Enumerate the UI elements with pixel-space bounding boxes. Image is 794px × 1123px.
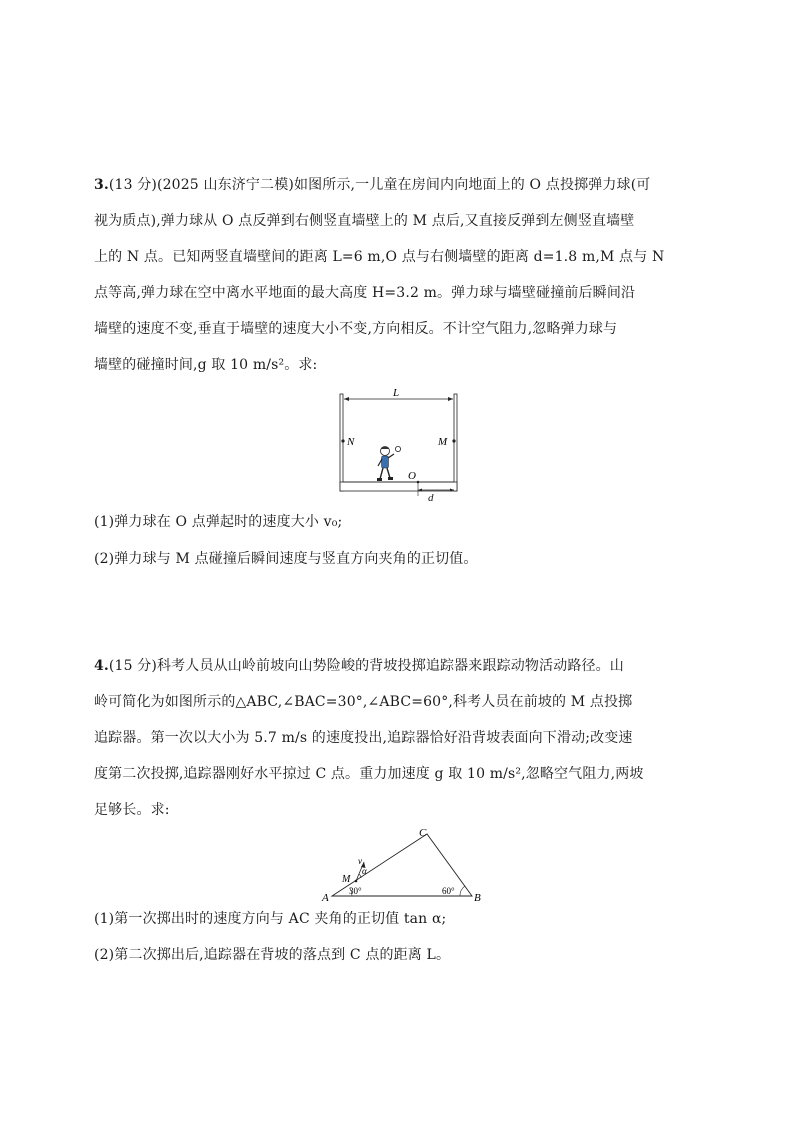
- floor: [340, 482, 457, 491]
- problem-3-line-3: 上的 N 点。已知两竖直墙壁间的距离 L=6 m,O 点与右侧墙壁的距离 d=1.8 m,M 点与 N: [94, 249, 665, 265]
- problem-4-line-5: 足够长。求:: [94, 802, 170, 818]
- dimension-L-arrow-left: [344, 397, 349, 401]
- problem-4-line-2: 岭可简化为如图所示的△ABC,∠BAC=30°,∠ABC=60°,科考人员在前坡的 M 点投掷: [94, 694, 633, 710]
- label-d: d: [428, 492, 434, 504]
- angle-B-arc: [460, 886, 465, 896]
- label-angle-B: 60°: [442, 886, 455, 896]
- ball-icon: [395, 446, 400, 451]
- label-M: M: [342, 874, 351, 885]
- problem-3-line-4: 点等高,弹力球在空中离水平地面的最大高度 H=3.2 m。弹力球与墙壁碰撞前后瞬间沿: [94, 285, 636, 301]
- label-O: O: [408, 470, 416, 482]
- point-N: [341, 439, 344, 442]
- label-C: C: [419, 827, 427, 839]
- label-A: A: [322, 892, 329, 904]
- label-v: v: [358, 856, 362, 866]
- problem-4-number: 4.: [94, 658, 109, 674]
- label-angle-A: 30°: [349, 886, 362, 896]
- problem-4-figure: [320, 826, 490, 904]
- label-alpha: α: [362, 866, 367, 876]
- problem-4-line-4: 度第二次投掷,追踪器刚好水平掠过 C 点。重力加速度 g 取 10 m/s²,忽略空气阻力,两坡: [94, 766, 644, 782]
- child-icon: [377, 447, 394, 482]
- problem-4-line-1: 4.(15 分)科考人员从山岭前坡向山势险峻的背坡投掷追踪器来跟踪动物活动路径。山: [94, 658, 624, 674]
- label-M: M: [438, 436, 448, 448]
- problem-4-sub-1: (1)第一次掷出时的速度方向与 AC 夹角的正切值 tan α;: [94, 911, 447, 927]
- problem-4-sub-2: (2)第二次掷出后,追踪器在背坡的落点到 C 点的距离 L。: [94, 947, 451, 963]
- problem-3-number: 3.: [94, 177, 109, 193]
- point-M: [452, 439, 455, 442]
- problem-3-sub-2: (2)弹力球与 M 点碰撞后瞬间速度与竖直方向夹角的正切值。: [94, 551, 478, 567]
- dimension-L-arrow-right: [448, 397, 453, 401]
- problem-3-line-2: 视为质点),弹力球从 O 点反弹到右侧竖直墙壁上的 M 点后,又直接反弹到左侧竖直墙壁: [94, 213, 635, 229]
- problem-3-line-1: 3.(13 分)(2025 山东济宁二模)如图所示,一儿童在房间内向地面上的 O 点投掷弹力球(可: [94, 177, 651, 193]
- problem-3-figure: [334, 384, 464, 496]
- label-L: L: [392, 387, 400, 399]
- label-B: B: [474, 892, 481, 904]
- problem-4-line-3: 追踪器。第一次以大小为 5.7 m/s 的速度投出,追踪器恰好沿背坡表面向下滑动;改变速: [94, 730, 633, 746]
- label-N: N: [347, 436, 355, 448]
- problem-3-sub-1: (1)弹力球在 O 点弹起时的速度大小 v₀;: [94, 514, 343, 530]
- problem-3-line-6: 墙壁的碰撞时间,g 取 10 m/s²。求:: [94, 357, 318, 373]
- problem-3-line-5: 墙壁的速度不变,垂直于墙壁的速度大小不变,方向相反。不计空气阻力,忽略弹力球与: [94, 321, 618, 337]
